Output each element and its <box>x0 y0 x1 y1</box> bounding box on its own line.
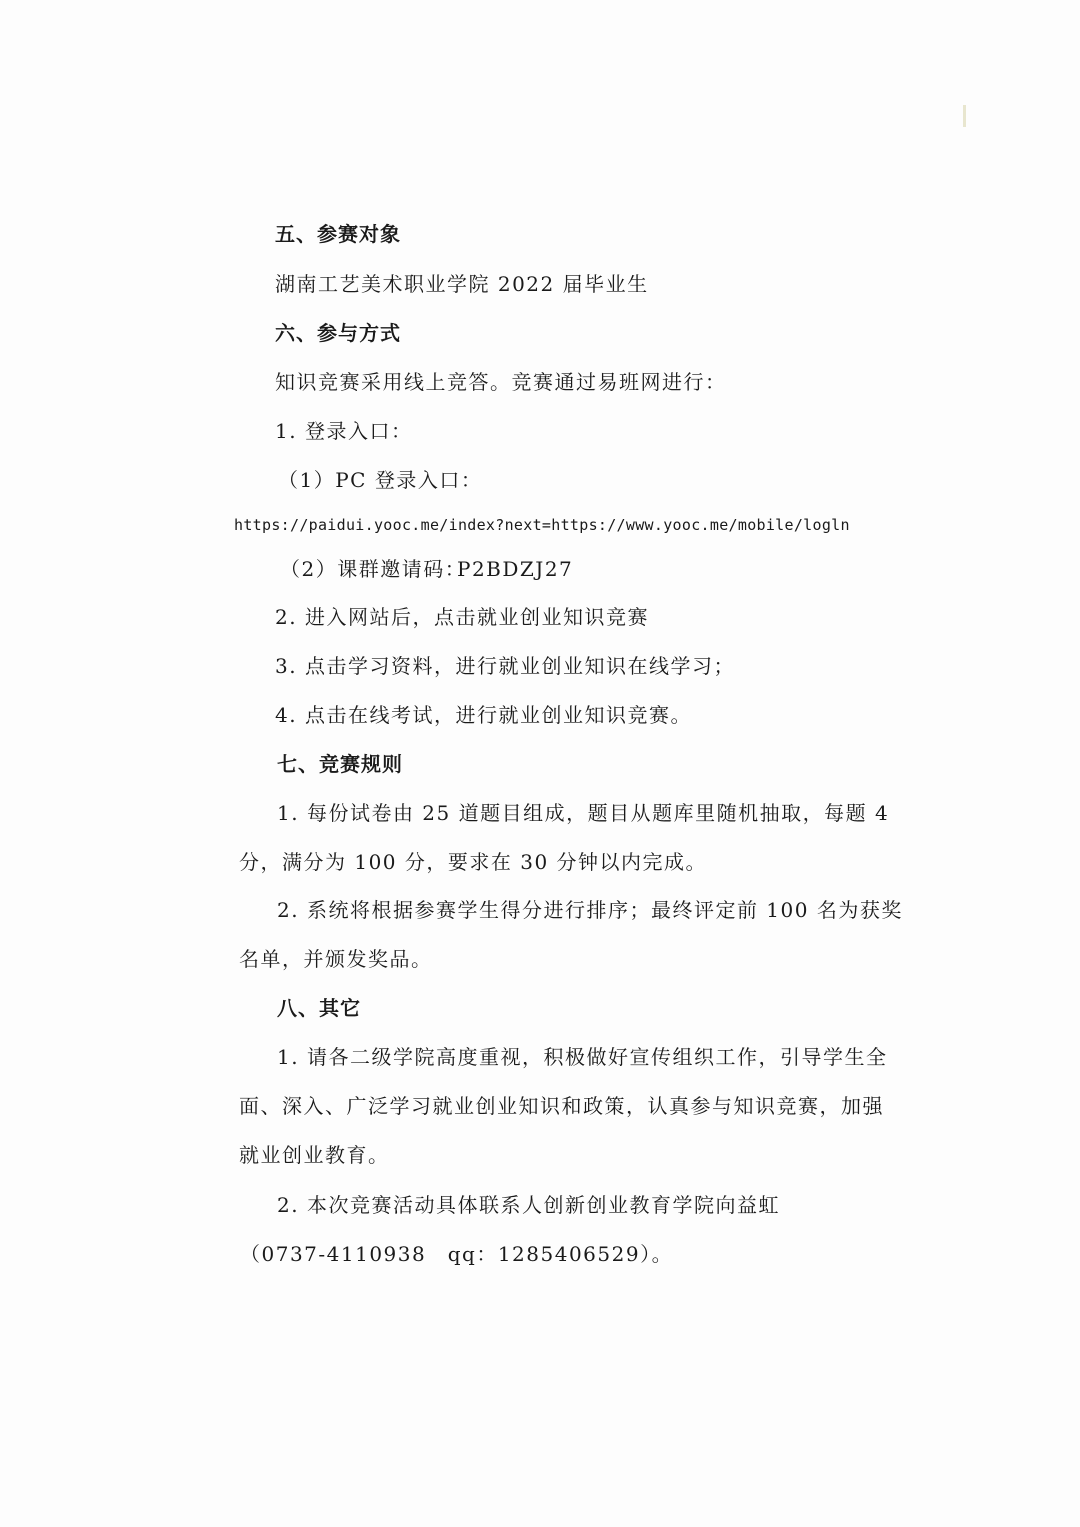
other-1-line-2: 面、深入、广泛学习就业创业知识和政策，认真参与知识竞赛，加强 <box>239 1094 884 1118</box>
other-1-line-1: 1. 请各二级学院高度重视，积极做好宣传组织工作，引导学生全 <box>277 1045 888 1069</box>
section-6-intro: 知识竞赛采用线上竞答。竞赛通过易班网进行： <box>275 370 727 394</box>
rule-2-line-2: 名单，并颁发奖品。 <box>239 947 433 971</box>
step-1-login-entry: 1. 登录入口： <box>275 419 413 443</box>
section-7-heading: 七、竞赛规则 <box>277 752 403 776</box>
contact-phone-qq: （0737-4110938 qq：1285406529）。 <box>240 1242 674 1266</box>
rule-2-line-1: 2. 系统将根据参赛学生得分进行排序；最终评定前 100 名为获奖 <box>277 898 903 922</box>
step-2: 2. 进入网站后，点击就业创业知识竞赛 <box>275 605 649 629</box>
section-5-heading: 五、参赛对象 <box>275 222 401 246</box>
rule-1-line-1: 1. 每份试卷由 25 道题目组成，题目从题库里随机抽取，每题 4 <box>277 801 890 825</box>
other-2-line-1: 2. 本次竞赛活动具体联系人创新创业教育学院向益虹 <box>277 1193 780 1217</box>
step-3: 3. 点击学习资料，进行就业创业知识在线学习； <box>275 654 735 678</box>
step-4: 4. 点击在线考试，进行就业创业知识竞赛。 <box>275 703 692 727</box>
invite-code-label: （2）课群邀请码： <box>280 557 467 581</box>
invite-code-value: P2BDZJ27 <box>457 557 574 581</box>
section-5-body: 湖南工艺美术职业学院 2022 届毕业生 <box>275 272 649 296</box>
section-6-heading: 六、参与方式 <box>275 321 401 345</box>
login-url: https://paidui.yooc.me/index?next=https://www.yooc.me/mobile/logln <box>234 516 850 534</box>
scan-edge-mark <box>963 105 966 127</box>
rule-1-line-2: 分，满分为 100 分，要求在 30 分钟以内完成。 <box>239 850 708 874</box>
section-8-heading: 八、其它 <box>277 996 361 1020</box>
other-1-line-3: 就业创业教育。 <box>239 1143 390 1167</box>
step-1-pc-entry: （1）PC 登录入口： <box>278 468 483 492</box>
